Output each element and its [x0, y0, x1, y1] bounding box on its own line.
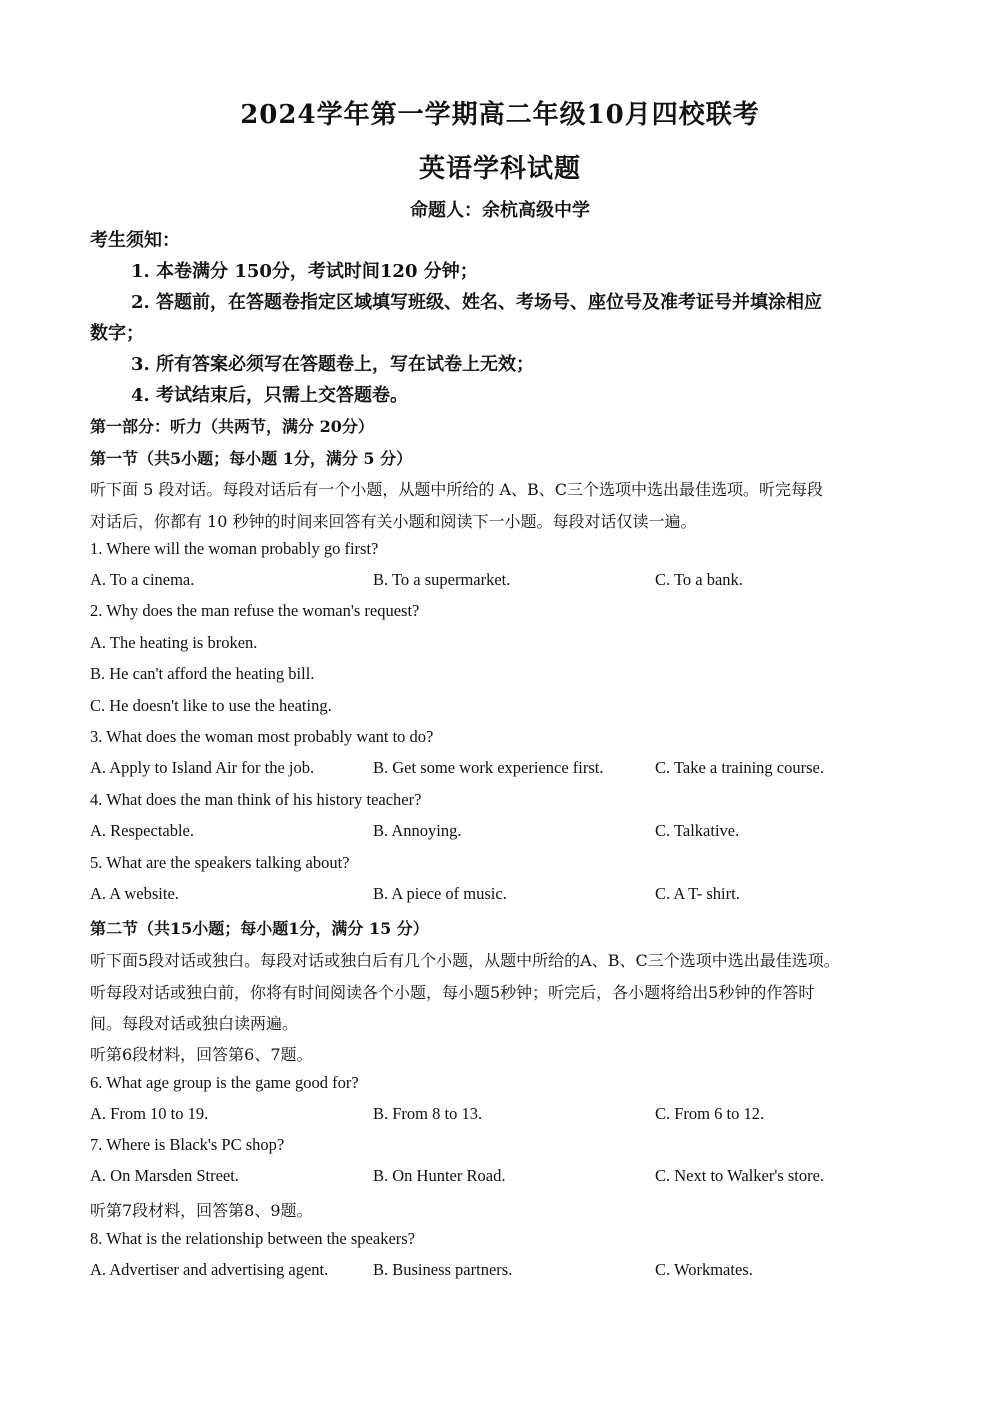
notice-item-4: 4. 考试结束后，只需上交答题卷。	[131, 385, 409, 406]
section2-heading: 第二节（共15小题；每小题1分，满分 15 分）	[90, 919, 429, 938]
question-5-stem: 5. What are the speakers talking about?	[90, 853, 350, 872]
question-7-option-a: A. On Marsden Street.	[90, 1166, 239, 1185]
question-2-stem: 2. Why does the man refuse the woman's request?	[90, 601, 420, 620]
section2-intro-line2: 听每段对话或独白前，你将有时间阅读各个小题，每小题5秒钟；听完后，各小题将给出5秒钟的作答时	[90, 983, 815, 1002]
notice-heading: 考生须知：	[90, 230, 180, 251]
question-6-option-a: A. From 10 to 19.	[90, 1104, 209, 1123]
question-8-option-a: A. Advertiser and advertising agent.	[90, 1260, 329, 1279]
section1-intro-line2: 对话后，你都有 10 秒钟的时间来回答有关小题和阅读下一小题。每段对话仅读一遍。	[90, 512, 697, 531]
question-4-option-b: B. Annoying.	[373, 821, 462, 840]
author-line: 命题人：余杭高级中学	[410, 200, 590, 221]
question-4-stem: 4. What does the man think of his history teacher?	[90, 790, 422, 809]
part1-heading: 第一部分：听力（共两节，满分 20分）	[90, 417, 374, 436]
passage-7-instruction: 听第7段材料，回答第8、9题。	[90, 1201, 313, 1220]
question-2-option-c: C. He doesn't like to use the heating.	[90, 696, 332, 715]
question-3-stem: 3. What does the woman most probably want to do?	[90, 727, 434, 746]
question-3-option-a: A. Apply to Island Air for the job.	[90, 758, 315, 777]
section1-heading: 第一节（共5小题；每小题 1分，满分 5 分）	[90, 449, 413, 468]
question-5-option-b: B. A piece of music.	[373, 884, 507, 903]
question-2-option-a: A. The heating is broken.	[90, 633, 258, 652]
exam-title: 2024学年第一学期高二年级10月四校联考	[240, 100, 760, 130]
question-7-stem: 7. Where is Black's PC shop?	[90, 1135, 285, 1154]
subject-title: 英语学科试题	[418, 154, 581, 184]
question-3-option-c: C. Take a training course.	[655, 758, 824, 777]
question-4-option-a: A. Respectable.	[90, 821, 195, 840]
section1-intro-line1: 听下面 5 段对话。每段对话后有一个小题，从题中所给的 A、B、C三个选项中选出最佳选项。听完每段	[90, 480, 823, 499]
question-7-option-c: C. Next to Walker's store.	[655, 1166, 825, 1185]
question-6-option-b: B. From 8 to 13.	[373, 1104, 483, 1123]
passage-6-instruction: 听第6段材料，回答第6、7题。	[90, 1045, 313, 1064]
question-7-option-b: B. On Hunter Road.	[373, 1166, 506, 1185]
notice-item-1: 1. 本卷满分 150分，考试时间120 分钟；	[131, 261, 478, 282]
question-1-option-c: C. To a bank.	[655, 570, 743, 589]
question-2-option-b: B. He can't afford the heating bill.	[90, 664, 315, 683]
question-6-option-c: C. From 6 to 12.	[655, 1104, 765, 1123]
section2-intro-line1: 听下面5段对话或独白。每段对话或独白后有几个小题，从题中所给的A、B、C三个选项中选出最佳选项。	[90, 951, 840, 970]
question-8-stem: 8. What is the relationship between the speakers?	[90, 1229, 416, 1248]
question-6-stem: 6. What age group is the game good for?	[90, 1073, 359, 1092]
question-8-option-b: B. Business partners.	[373, 1260, 513, 1279]
question-8-option-c: C. Workmates.	[655, 1260, 753, 1279]
question-3-option-b: B. Get some work experience first.	[373, 758, 604, 777]
section2-intro-line3: 间。每段对话或独白读两遍。	[90, 1014, 299, 1033]
notice-item-2: 2. 答题前，在答题卷指定区域填写班级、姓名、考场号、座位号及准考证号并填涂相应	[131, 292, 823, 313]
question-1-option-b: B. To a supermarket.	[373, 570, 511, 589]
notice-item-2-cont: 数字；	[90, 323, 144, 344]
question-5-option-a: A. A website.	[90, 884, 179, 903]
notice-item-3: 3. 所有答案必须写在答题卷上，写在试卷上无效；	[131, 354, 535, 375]
question-5-option-c: C. A T- shirt.	[655, 884, 740, 903]
question-1-option-a: A. To a cinema.	[90, 570, 195, 589]
question-4-option-c: C. Talkative.	[655, 821, 740, 840]
question-1-stem: 1. Where will the woman probably go first?	[90, 539, 379, 558]
